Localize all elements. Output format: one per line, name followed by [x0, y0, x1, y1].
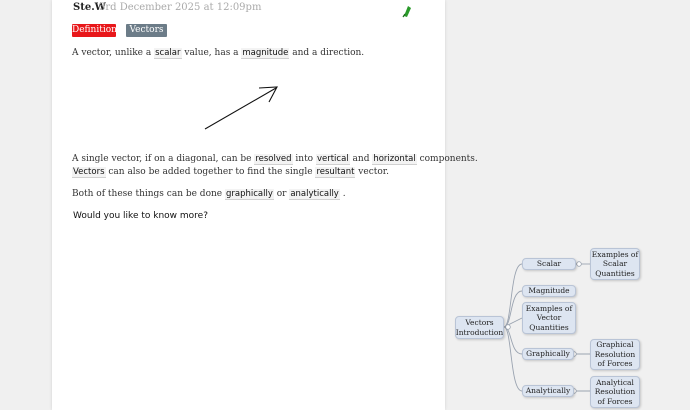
text: value, has a — [181, 48, 242, 58]
link-magnitude[interactable]: magnitude — [242, 48, 289, 58]
text: or — [273, 189, 290, 199]
text: and a direction. — [289, 48, 365, 58]
link-resultant[interactable]: resultant — [316, 167, 355, 177]
link-resolved[interactable]: resolved — [255, 154, 292, 164]
text: vector. — [355, 167, 389, 177]
mindmap-root[interactable]: Vectors Introduction — [455, 316, 504, 339]
link-horizontal[interactable]: horizontal — [373, 154, 416, 164]
tag-vectors[interactable]: Vectors — [126, 24, 167, 37]
text: components. — [416, 154, 478, 164]
mindmap-leaf-graphical-resolution[interactable]: Graphical Resolution of Forces — [590, 339, 640, 370]
mindmap-leaf-examples-scalar[interactable]: Examples of Scalar Quantities — [590, 248, 640, 280]
paragraph-resolve — [72, 153, 478, 179]
text: can also be added together to find the single — [105, 167, 316, 177]
mindmap-branch-magnitude[interactable]: Magnitude — [522, 285, 576, 297]
link-graphically[interactable]: graphically — [225, 189, 273, 199]
mindmap-branch-graphically[interactable]: Graphically — [522, 348, 574, 360]
post-date: 3rd December 2025 at 12:09pm — [99, 2, 262, 13]
link-analytically[interactable]: analytically — [290, 189, 339, 199]
mindmap-leaf-analytical-resolution[interactable]: Analytical Resolution of Forces — [590, 376, 640, 408]
mindmap-branch-analytically[interactable]: Analytically — [522, 385, 574, 397]
tag-definition[interactable]: Definition — [72, 25, 117, 35]
text: . — [339, 189, 346, 199]
mindmap-branch-scalar[interactable]: Scalar — [522, 258, 576, 270]
text: A vector, unlike a — [72, 48, 155, 58]
text: into — [292, 154, 316, 164]
know-more-prompt: Would you like to know more? — [73, 211, 208, 221]
paragraph-intro — [72, 47, 424, 60]
mindmap-branch-examples-vector[interactable]: Examples of Vector Quantities — [522, 302, 576, 334]
link-scalar[interactable]: scalar — [155, 48, 181, 58]
paragraph-methods — [72, 188, 424, 201]
vector-arrow — [202, 84, 282, 132]
link-vertical[interactable]: vertical — [316, 154, 349, 164]
leaf-icon[interactable] — [402, 4, 412, 18]
post-card — [52, 0, 478, 410]
text: and — [349, 154, 373, 164]
text: A single vector, if on a diagonal, can be — [72, 154, 255, 164]
link-vectors[interactable]: Vectors — [73, 167, 105, 177]
author-name[interactable]: Ste.W — [73, 2, 106, 13]
text: Both of these things can be done — [72, 189, 225, 199]
